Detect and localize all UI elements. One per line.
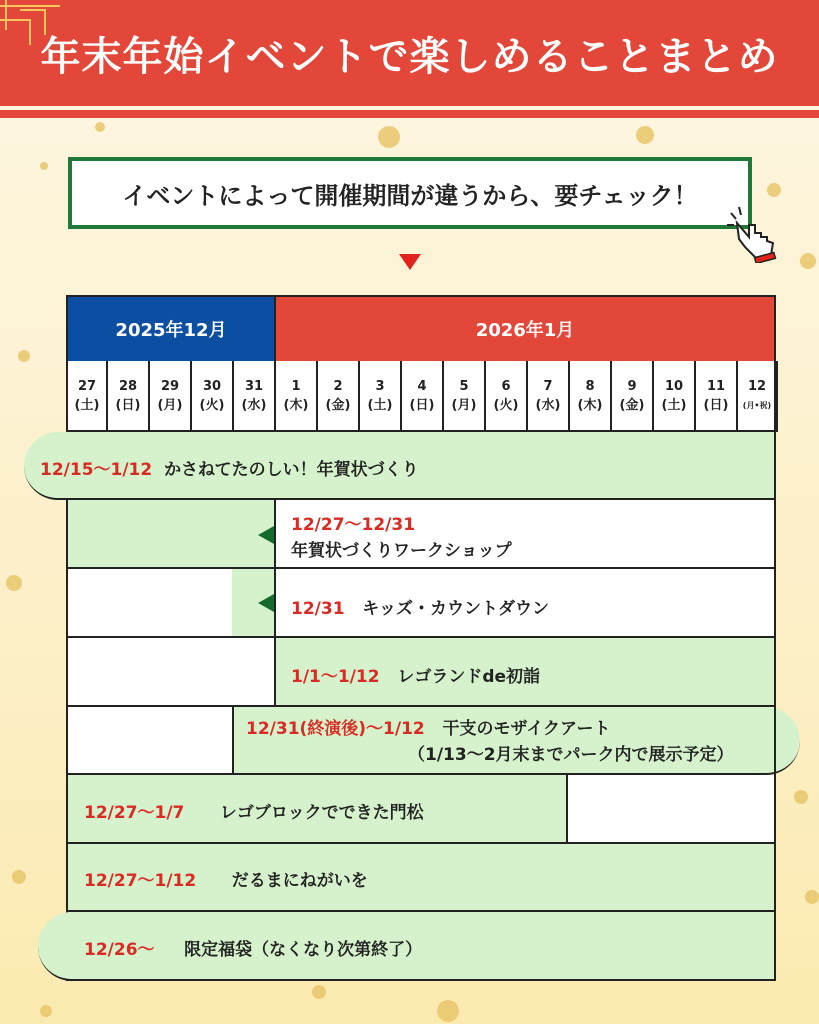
day-weekday: (月) — [451, 397, 477, 413]
decor-dot — [805, 890, 819, 904]
day-number: 11 — [706, 378, 726, 394]
day-cell — [108, 361, 150, 432]
event-note: （1/13〜2月末までパーク内で展示予定） — [408, 745, 734, 765]
day-cell — [612, 361, 654, 432]
day-weekday: (火) — [493, 397, 519, 413]
decor-dot — [378, 126, 400, 148]
decor-dot — [800, 253, 816, 269]
event-cell — [66, 569, 234, 638]
day-number: 28 — [118, 378, 138, 394]
event-date: 12/31 — [291, 599, 345, 619]
day-weekday: (木) — [283, 397, 309, 413]
event-label — [84, 935, 422, 960]
month-jan-2026: 2026年1月 — [274, 295, 776, 363]
day-cell — [192, 361, 234, 432]
decor-dot — [794, 790, 808, 804]
event-label — [291, 512, 512, 564]
event-date: 12/15〜1/12 — [40, 460, 153, 480]
day-weekday: (土) — [74, 397, 100, 413]
event-name: レゴランドde初詣 — [397, 667, 541, 687]
event-cell — [66, 707, 234, 775]
event-date: 12/27〜1/12 — [84, 871, 197, 891]
day-weekday: (土) — [367, 397, 393, 413]
day-weekday: (月) — [157, 397, 183, 413]
event-date: 12/26〜 — [84, 940, 155, 960]
day-number: 6 — [501, 378, 511, 394]
day-cell — [696, 361, 738, 432]
decor-dot — [437, 1000, 459, 1022]
event-date: 12/27〜12/31 — [291, 515, 416, 535]
event-date: 12/31(終演後)〜1/12 — [246, 719, 425, 739]
decor-dot — [40, 162, 48, 170]
arrow-down-icon — [399, 254, 421, 270]
day-cell — [234, 361, 276, 432]
day-number: 10 — [664, 378, 684, 394]
decor-dot — [636, 126, 654, 144]
day-number: 9 — [627, 378, 637, 394]
day-cell — [276, 361, 318, 432]
event-name: 限定福袋（なくなり次第終了） — [184, 940, 423, 960]
day-cell — [66, 361, 108, 432]
day-weekday: (火) — [199, 397, 225, 413]
day-weekday: (日) — [409, 397, 435, 413]
event-date: 1/1〜1/12 — [291, 667, 380, 687]
day-weekday: (水) — [241, 397, 267, 413]
day-cell — [654, 361, 696, 432]
day-weekday: (月•祝) — [742, 400, 772, 410]
event-date: 12/27〜1/7 — [84, 803, 185, 823]
decor-dot — [767, 183, 781, 197]
event-label — [291, 662, 540, 687]
day-cell — [402, 361, 444, 432]
event-name: 干支のモザイクアート — [442, 719, 611, 739]
day-cell — [486, 361, 528, 432]
event-cell — [566, 775, 776, 844]
day-number: 3 — [375, 378, 385, 394]
day-weekday: (金) — [619, 397, 645, 413]
day-cell — [444, 361, 486, 432]
event-name: レゴブロックでできた門松 — [219, 803, 424, 823]
day-number: 30 — [202, 378, 222, 394]
decor-dot — [12, 870, 26, 884]
day-number: 27 — [77, 378, 97, 394]
event-label — [84, 798, 424, 823]
event-bar — [66, 500, 276, 569]
arrow-left-icon — [258, 526, 274, 544]
day-cell — [528, 361, 570, 432]
day-number: 1 — [291, 378, 301, 394]
day-cell — [738, 361, 778, 432]
day-cell — [318, 361, 360, 432]
arrow-left-icon — [258, 594, 274, 612]
event-name: キッズ・カウントダウン — [362, 599, 549, 619]
grid-border — [774, 295, 776, 981]
header-divider — [0, 110, 819, 118]
decor-dot — [6, 575, 22, 591]
callout-box — [68, 157, 752, 229]
day-number: 7 — [543, 378, 553, 394]
day-cell — [360, 361, 402, 432]
event-label — [84, 866, 368, 891]
day-number: 29 — [160, 378, 180, 394]
decor-dot — [18, 350, 30, 362]
day-number: 5 — [459, 378, 469, 394]
decor-dot — [312, 985, 326, 999]
event-label — [291, 594, 549, 619]
day-weekday: (水) — [535, 397, 561, 413]
day-number: 2 — [333, 378, 343, 394]
day-weekday: (日) — [703, 397, 729, 413]
pointing-hand-icon — [725, 203, 785, 263]
event-name: かさねてたのしい！年賀状づくり — [164, 460, 419, 480]
day-number: 8 — [585, 378, 595, 394]
day-number: 31 — [244, 378, 264, 394]
callout-text: イベントによって開催期間が違うから、要チェック！ — [122, 181, 698, 210]
event-label — [40, 455, 419, 480]
event-cell — [66, 638, 276, 707]
day-cell — [570, 361, 612, 432]
month-dec-2025: 2025年12月 — [66, 295, 276, 363]
event-name: だるまにねがいを — [231, 871, 368, 891]
decor-dot — [95, 122, 105, 132]
event-label — [246, 716, 734, 768]
event-name: 年賀状づくりワークショップ — [291, 541, 512, 561]
day-cell — [150, 361, 192, 432]
day-weekday: (木) — [577, 397, 603, 413]
day-weekday: (土) — [661, 397, 687, 413]
day-weekday: (日) — [115, 397, 141, 413]
day-weekday: (金) — [325, 397, 351, 413]
day-number: 12 — [747, 378, 767, 394]
day-number: 4 — [417, 378, 427, 394]
decor-dot — [40, 1005, 52, 1017]
page-title: 年末年始イベントで楽しめることまとめ — [40, 33, 779, 80]
